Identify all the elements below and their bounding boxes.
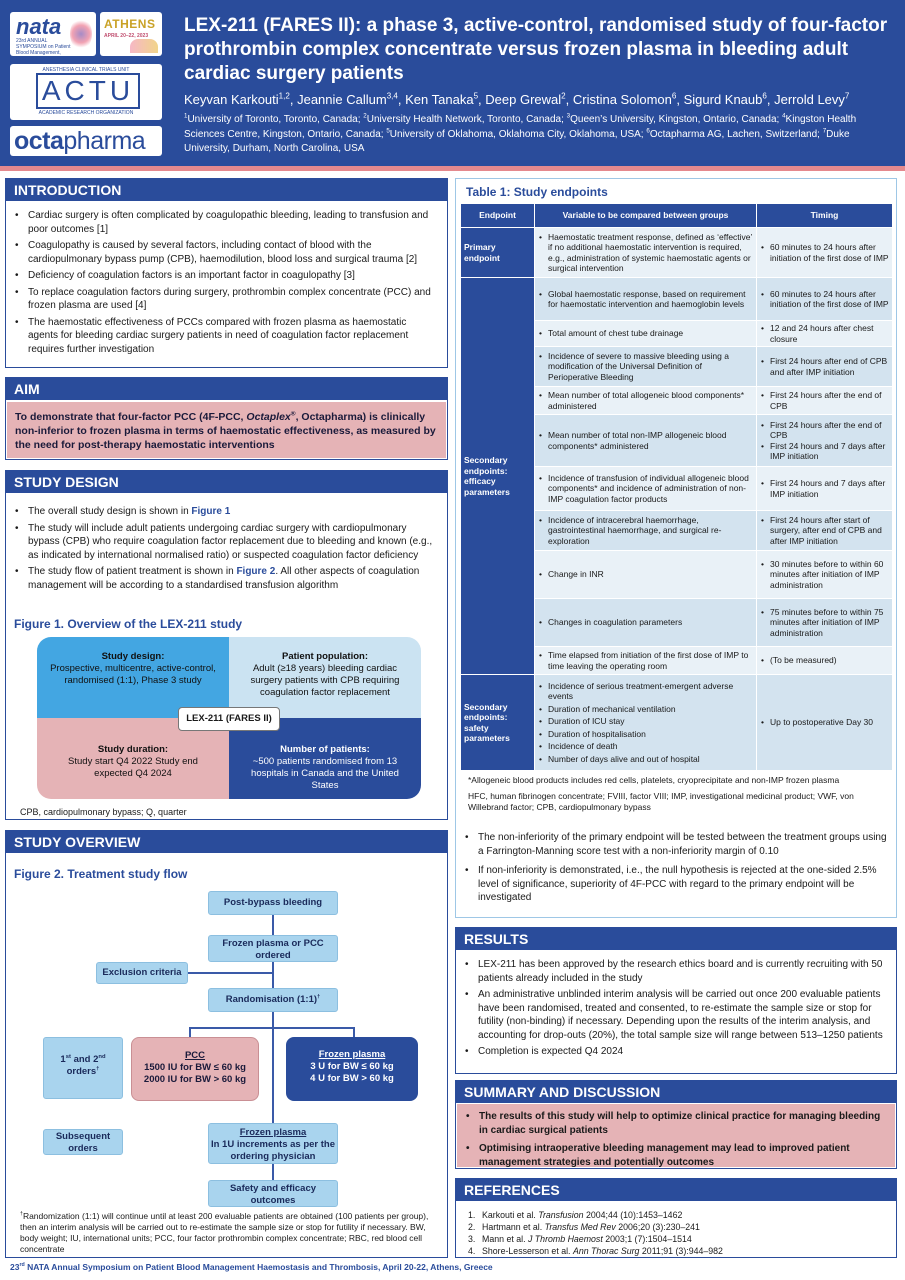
footer-text: 23rd NATA Annual Symposium on Patient Blood Management Haemostasis and Thrombosis, April 20-22, Athens, Greece — [10, 1262, 493, 1272]
list-item: • Cardiac surgery is often complicated by coagulopathic bleeding, leading to transfusion and poor outcomes [1] — [28, 209, 439, 236]
list-item: • The overall study design is shown in Figure 1 — [28, 505, 439, 519]
author-name: Sigurd Knaub$^6$ — [683, 91, 767, 107]
table-cell: • First 24 hours and 7 days after IMP initiation — [757, 467, 893, 511]
table-cell: • (To be measured) — [757, 647, 893, 675]
summary-section — [455, 1080, 897, 1169]
quadrant-study-duration: Study duration: Study start Q4 2022 Study end expected Q4 2024 — [37, 718, 229, 799]
author-name: Keyvan Karkouti$^{1,2}$ — [184, 91, 290, 107]
list-item: • The non-inferiority of the primary endpoint will be tested between the treatment groups using a Farrington-Manning score test with a non-inferiority margin of 0.10 — [478, 831, 888, 858]
study-design-list — [6, 505, 447, 592]
quadrant-study-design: Study design: Prospective, multicentre, active-control, randomised (1:1), Phase 3 study — [37, 637, 229, 718]
primary-endpoint-label: Primary endpoint — [461, 228, 535, 278]
results-heading: RESULTS — [456, 928, 896, 950]
list-item: • The results of this study will help to optimize clinical practice for managing bleeding in cardiac surgical patients — [479, 1110, 887, 1137]
table1-section — [455, 178, 897, 918]
actu-logo: ANESTHESIA CLINICAL TRIALS UNIT ACTU ACADEMIC RESEARCH ORGANIZATION — [10, 64, 162, 120]
table-cell: • Incidence of serious treatment-emergent adverse events • Duration of mechanical ventilation • Duration of ICU stay • Duration of hospitalisation • Incidence of death • Number of days alive and out of hospital — [535, 675, 757, 771]
author-name: Ken Tanaka$^5$ — [405, 91, 479, 107]
results-section — [455, 927, 897, 1074]
figure2-footnote: †Randomization (1:1) will continue until at least 200 evaluable patients are obtained (100 patients per group), then an interim analysis will be carried out to re-estimate the sample size or stop for futility if necessary. BW, body weight; IU, international units; PCC, four factor prothrombin complex concentrate; RBC, red blood cell concentrate — [20, 1211, 429, 1254]
introduction-list — [6, 209, 447, 356]
list-item: • The haemostatic effectiveness of PCCs compared with frozen plasma as haemostatic agents for bleeding cardiac surgery patients in need of coagulation factor replacement requires further investigation — [28, 316, 439, 357]
study-overview-heading: STUDY OVERVIEW — [6, 831, 447, 853]
flow-pcc-arm: PCC 1500 IU for BW ≤ 60 kg 2000 IU for BW > 60 kg — [131, 1037, 259, 1101]
header-divider — [0, 166, 905, 171]
table-cell: • 60 minutes to 24 hours after initiation of the first dose of IMP — [757, 278, 893, 321]
summary-heading: SUMMARY AND DISCUSSION — [456, 1081, 896, 1103]
flow-post-bypass-bleeding: Post-bypass bleeding — [208, 891, 338, 915]
secondary-safety-label: Secondary endpoints: safety parameters — [461, 675, 535, 771]
list-item: • Coagulopathy is caused by several factors, including contact of blood with the cardiopulmonary bypass pump (CPB), haemodilution, blood loss and surgical trauma [2] — [28, 239, 439, 266]
table-cell: • 60 minutes to 24 hours after initiation of the first dose of IMP — [757, 228, 893, 278]
athens-logo: ATHENS APRIL 20–22, 2023 — [100, 12, 162, 56]
list-item: • LEX-211 has been approved by the research ethics board and is currently recruiting with 50 patients already included in the study — [478, 958, 888, 985]
table-cell: • Total amount of chest tube drainage — [535, 321, 757, 347]
table-cell: • Mean number of total allogeneic blood components* administered — [535, 387, 757, 415]
reference-item: 3. Mann et al. J Thromb Haemost 2003;1 (7):1504–1514 — [468, 1234, 692, 1244]
table-cell: • First 24 hours after start of surgery, after end of CPB and after IMP initiation — [757, 511, 893, 551]
nata-logo: nata 23rd ANNUAL SYMPOSIUM on Patient Blood Management, Haemostasis and — [10, 12, 96, 56]
flow-safety-efficacy-outcomes: Safety and efficacy outcomes — [208, 1180, 338, 1207]
table-cell: • 75 minutes before to within 75 minutes after initiation of IMP administration — [757, 599, 893, 647]
table-header: Variable to be compared between groups — [535, 204, 757, 228]
table-cell: • First 24 hours after the end of CPB • First 24 hours and 7 days after IMP initiation — [757, 415, 893, 467]
affiliations: $^1$University of Toronto, Toronto, Canada; $^2$University Health Network, Toronto, Canada; $^3$Queen’s University, Kingston, Ontario, Canada; $^4$Kingston Health Sciences Centre, Kingston, Ontario, Canada; $^5$University of Oklahoma, Oklahoma City, Oklahoma, USA; $^6$Octapharma AG, Lachen, Switzerland; $^7$Duke University, Durham, North Carolina, USA — [184, 112, 857, 154]
table-cell: • Change in INR — [535, 551, 757, 599]
figure1-center-label: LEX-211 (FARES II) — [178, 707, 280, 731]
summary-box — [457, 1104, 895, 1167]
affiliation: Octapharma AG, Lachen, Switzerland; — [649, 128, 823, 140]
reference-item: 1. Karkouti et al. Transfusion 2004;44 (10):1453–1462 — [468, 1210, 683, 1220]
aim-heading: AIM — [6, 378, 447, 400]
author-name: Deep Grewal$^2$ — [485, 91, 566, 107]
affiliation: Kingston Health Sciences Centre, Kingston, Ontario, Canada; — [184, 114, 857, 140]
affiliation: Queen’s University, Kingston, Ontario, Canada; — [570, 114, 783, 125]
flow-randomisation: Randomisation (1:1)† — [208, 988, 338, 1012]
affiliation: University of Toronto, Toronto, Canada; — [187, 114, 364, 125]
aim-text: To demonstrate that four-factor PCC (4F-PCC, Octaplex®, Octapharma) is clinically non-inferior to frozen plasma in terms of haemostatic effectiveness, as measured by the need for post-therapy haemostatic interventions — [7, 402, 446, 458]
table-cell: • Incidence of severe to massive bleeding using a modification of the Universal Definition of Perioperative Bleeding — [535, 347, 757, 387]
list-item: • The study flow of patient treatment is shown in Figure 2. All other aspects of coagulation management will be according to a standardised transfusion algorithm — [28, 565, 439, 592]
reference-item: 4. Shore-Lesserson et al. Ann Thorac Surg 2011;91 (3):944–982 — [468, 1246, 723, 1256]
table1-notes — [456, 831, 896, 908]
authors: Keyvan Karkouti$^{1,2}$, Jeannie Callum$^{3,4}$, Ken Tanaka$^5$, Deep Grewal$^2$, Cristina Solomon$^6$, Sigurd Knaub$^6$, Jerrold Levy$^7$ — [184, 91, 850, 107]
list-item: • To replace coagulation factors during surgery, prothrombin complex concentrate (PCC) and frozen plasma are used [4] — [28, 286, 439, 313]
table-cell: • First 24 hours after the end of CPB — [757, 387, 893, 415]
flow-frozen-plasma-arm: Frozen plasma 3 U for BW ≤ 60 kg 4 U for BW > 60 kg — [286, 1037, 418, 1101]
poster-title: LEX-211 (FARES II): a phase 3, active-control, randomised study of four-factor prothrombin complex concentrate versus frozen plasma in bleeding adult cardiac surgery patients — [184, 15, 888, 84]
list-item: • Completion is expected Q4 2024 — [478, 1045, 888, 1059]
quadrant-number-of-patients: Number of patients: ~500 patients randomised from 13 hospitals in Canada and the United States — [229, 718, 421, 799]
table-header: Endpoint — [461, 204, 535, 228]
affiliation: Duke University, Durham, North Carolina, USA — [184, 128, 850, 154]
list-item: • The study will include adult patients undergoing cardiac surgery with cardiopulmonary bypass (CPB) who require coagulation factor replacement due to bleeding and known (e.g., as indicated by international normalised ratio) or suspected coagulation factor deficiency — [28, 522, 439, 563]
flow-first-second-orders: 1st and 2nd orders† — [43, 1037, 123, 1099]
introduction-section — [5, 178, 448, 368]
reference-item: 2. Hartmann et al. Transfus Med Rev 2006;20 (3):230–241 — [468, 1222, 700, 1232]
table1-footnote-2: HFC, human fibrinogen concentrate; FVIII, factor VIII; IMP, investigational medicinal product; VWF, von Willebrand factor; CPB, cardiopulmonary bypass — [468, 791, 854, 812]
table-cell: • 30 minutes before to within 60 minutes after initiation of IMP administration — [757, 551, 893, 599]
flow-subsequent-orders: Subsequent orders — [43, 1129, 123, 1155]
figure2-title: Figure 2. Treatment study flow — [14, 867, 188, 881]
flow-exclusion-criteria: Exclusion criteria — [96, 962, 188, 984]
table-cell: • Up to postoperative Day 30 — [757, 675, 893, 771]
author-name: Jerrold Levy$^7$ — [774, 91, 850, 107]
affiliation: University of Oklahoma, Oklahoma City, Oklahoma, USA; — [389, 128, 647, 140]
octapharma-logo: octapharma — [10, 126, 162, 156]
author-name: Jeannie Callum$^{3,4}$ — [297, 91, 398, 107]
table-header: Timing — [757, 204, 893, 228]
table-cell: • Global haemostatic response, based on requirement for haemostatic intervention and haemoglobin levels — [535, 278, 757, 321]
introduction-heading: INTRODUCTION — [6, 179, 447, 201]
table1-title: Table 1: Study endpoints — [466, 185, 608, 199]
table-cell: • Changes in coagulation parameters — [535, 599, 757, 647]
affiliation: University Health Network, Toronto, Canada; — [366, 114, 567, 125]
figure1-footnote: CPB, cardiopulmonary bypass; Q, quarter — [20, 807, 187, 817]
table-cell: • Mean number of total non-IMP allogeneic blood components* administered — [535, 415, 757, 467]
list-item: • If non-inferiority is demonstrated, i.e., the null hypothesis is rejected at the one-sided 2.5% level of significance, superiority of 4F-PCC with regard to the primary endpoint will be investigated — [478, 864, 888, 905]
study-overview-section — [5, 830, 448, 1258]
aim-section — [5, 377, 448, 460]
endpoints-table — [460, 203, 893, 771]
flow-frozen-plasma-or-pcc-ordered: Frozen plasma or PCC ordered — [208, 935, 338, 962]
study-design-heading: STUDY DESIGN — [6, 471, 447, 493]
references-heading: REFERENCES — [456, 1179, 896, 1201]
table-cell: • Time elapsed from initiation of the first dose of IMP to time leaving the operating room — [535, 647, 757, 675]
table-cell: • First 24 hours after end of CPB and after IMP initiation — [757, 347, 893, 387]
secondary-efficacy-label: Secondary endpoints: efficacy parameters — [461, 278, 535, 675]
summary-list — [457, 1110, 895, 1169]
list-item: • An administrative unblinded interim analysis will be carried out once 200 evaluable patients have been randomised, treated and consented, to re-estimate the sample size or stop for futility (non-binding) if necessary. Depending upon the results of the interim analysis, and accounting for drop-outs (20%), the total sample size will range between 513–1250 patients — [478, 988, 888, 1042]
list-item: • Deficiency of coagulation factors is an important factor in coagulopathy [3] — [28, 269, 439, 283]
author-name: Cristina Solomon$^6$ — [572, 91, 677, 107]
table-cell: • Incidence of intracerebral haemorrhage, gastrointestinal haemorrhage, and surgical re-exploration — [535, 511, 757, 551]
quadrant-patient-population: Patient population: Adult (≥18 years) bleeding cardiac surgery patients with CPB requiring coagulation factor replacement — [229, 637, 421, 718]
figure1-title: Figure 1. Overview of the LEX-211 study — [14, 617, 243, 631]
header-banner — [0, 0, 905, 166]
table-cell: • 12 and 24 hours after chest closure — [757, 321, 893, 347]
table1-footnote-1: *Allogeneic blood products includes red cells, platelets, cryoprecipitate and non-IMP frozen plasma — [468, 775, 840, 785]
table-cell: • Haemostatic treatment response, defined as ‘effective’ if no additional haemostatic intervention is required, e.g., administration of systemic haemostatic agents or surgical intervention — [535, 228, 757, 278]
references-list — [468, 1209, 723, 1257]
references-section — [455, 1178, 897, 1258]
results-list — [456, 958, 896, 1059]
table-cell: • Incidence of transfusion of individual allogeneic blood components* and incidence of administration of non-IMP coagulation factor products — [535, 467, 757, 511]
study-design-section — [5, 470, 448, 820]
flow-frozen-plasma-increments: Frozen plasma In 1U increments as per the ordering physician — [208, 1123, 338, 1164]
list-item: • Optimising intraoperative bleeding management may lead to improved patient management strategies and potentially outcomes — [479, 1142, 887, 1169]
